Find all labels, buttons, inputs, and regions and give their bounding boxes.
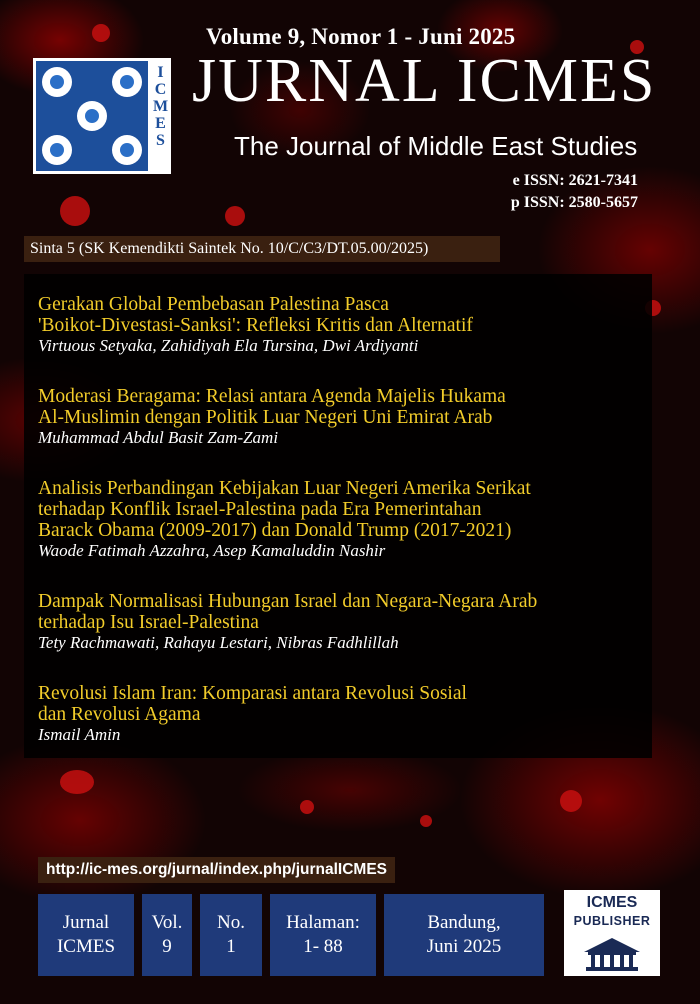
article-title-line: Al-Muslimin dengan Politik Luar Negeri Uni Emirat Arab bbox=[38, 407, 493, 428]
splatter bbox=[300, 800, 314, 814]
article-authors: Muhammad Abdul Basit Zam-Zami bbox=[38, 428, 279, 447]
info-journal bbox=[38, 894, 134, 976]
article-authors: Ismail Amin bbox=[38, 725, 121, 744]
article-entry bbox=[38, 478, 531, 561]
eissn: e ISSN: 2621-7341 bbox=[512, 172, 638, 189]
publisher-name: ICMES bbox=[586, 894, 638, 911]
article-entry bbox=[38, 683, 467, 745]
article-title-line: terhadap Konflik Israel-Palestina pada Era Pemerintahan bbox=[38, 499, 482, 520]
info-volume-value: 9 bbox=[162, 936, 172, 957]
article-authors: Waode Fatimah Azzahra, Asep Kamaluddin Nashir bbox=[38, 541, 386, 560]
article-authors: Virtuous Setyaka, Zahidiyah Ela Tursina, Dwi Ardiyanti bbox=[38, 336, 419, 355]
info-pages-label: Halaman: bbox=[286, 912, 360, 933]
logo-text bbox=[150, 64, 170, 155]
article-title-line: dan Revolusi Agama bbox=[38, 704, 201, 725]
article-title-line: terhadap Isu Israel-Palestina bbox=[38, 612, 259, 633]
info-pages-value: 1- 88 bbox=[303, 936, 343, 957]
splatter bbox=[60, 196, 90, 226]
info-pages bbox=[270, 894, 376, 976]
article-title-line: Revolusi Islam Iran: Komparasi antara Revolusi Sosial bbox=[38, 683, 467, 704]
info-journal-line: Jurnal bbox=[62, 912, 110, 933]
article-entry bbox=[38, 386, 506, 448]
article-authors: Tety Rachmawati, Rahayu Lestari, Nibras Fadhlillah bbox=[38, 633, 399, 652]
splatter bbox=[60, 770, 94, 794]
splatter bbox=[92, 24, 110, 42]
info-date: Juni 2025 bbox=[426, 936, 502, 957]
splatter bbox=[560, 790, 582, 812]
article-title-line: Barack Obama (2009-2017) dan Donald Trump (2017-2021) bbox=[38, 520, 512, 541]
splatter bbox=[420, 815, 432, 827]
info-place: Bandung, bbox=[427, 912, 501, 933]
article-title-line: Analisis Perbandingan Kebijakan Luar Negeri Amerika Serikat bbox=[38, 478, 531, 499]
article-title-line: Dampak Normalisasi Hubungan Israel dan Negara-Negara Arab bbox=[38, 591, 538, 612]
journal-subtitle: The Journal of Middle East Studies bbox=[234, 131, 638, 161]
info-journal-line: ICMES bbox=[56, 936, 116, 957]
article-entry bbox=[38, 591, 537, 653]
info-volume bbox=[142, 894, 192, 976]
publisher-logo bbox=[564, 890, 660, 976]
sinta-accreditation: Sinta 5 (SK Kemendikti Saintek No. 10/C/C3/DT.05.00/2025) bbox=[24, 236, 500, 262]
info-volume-label: Vol. bbox=[151, 912, 183, 933]
article-title-line: 'Boikot-Divestasi-Sanksi': Refleksi Kritis dan Alternatif bbox=[38, 315, 473, 336]
info-number-value: 1 bbox=[226, 936, 236, 957]
article-entry bbox=[38, 294, 473, 356]
article-title-line: Gerakan Global Pembebasan Palestina Pasca bbox=[38, 294, 389, 315]
logo-letters: ICMES bbox=[152, 64, 169, 149]
volume-line: Volume 9, Nomor 1 - Juni 2025 bbox=[206, 24, 516, 49]
info-place-date bbox=[384, 894, 544, 976]
article-title-line: Moderasi Beragama: Relasi antara Agenda Majelis Hukama bbox=[38, 386, 506, 407]
ornamental-tile-icon bbox=[36, 61, 148, 171]
icmes-logo bbox=[33, 58, 171, 174]
info-number bbox=[200, 894, 262, 976]
info-number-label: No. bbox=[217, 912, 245, 933]
journal-title: JURNAL ICMES bbox=[192, 47, 657, 115]
building-icon bbox=[580, 934, 644, 972]
pissn: p ISSN: 2580-5657 bbox=[510, 194, 638, 211]
splatter bbox=[225, 206, 245, 226]
journal-url[interactable]: http://ic-mes.org/jurnal/index.php/jurnalICMES bbox=[38, 857, 395, 883]
publisher-label: PUBLISHER bbox=[573, 914, 651, 928]
